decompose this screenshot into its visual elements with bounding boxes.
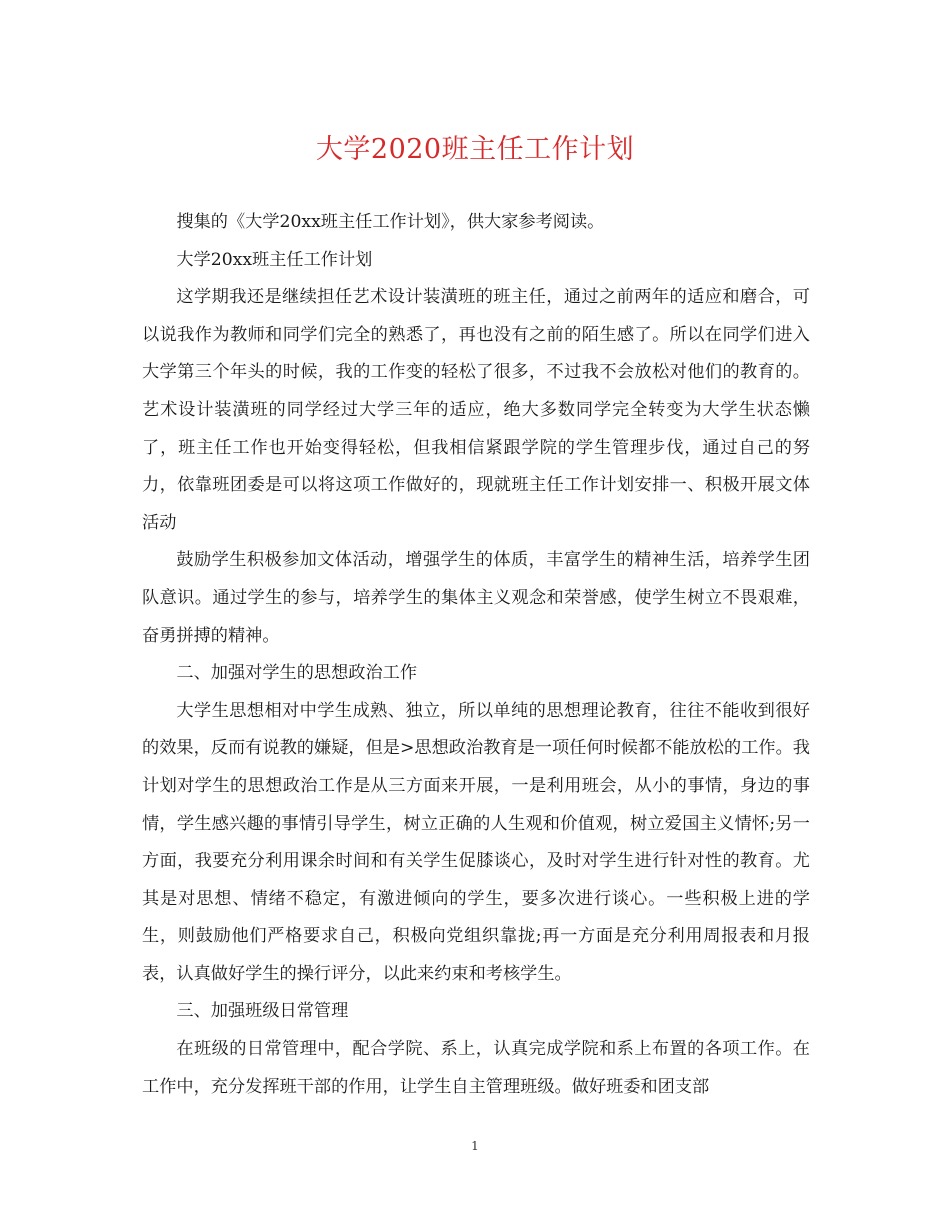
body-paragraph: 这学期我还是继续担任艺术设计装潢班的班主任，通过之前两年的适应和磨合，可以说我作为教师和同学们完全的熟悉了，再也没有之前的陌生感了。所以在同学们进入大学第三个年头的时候，我的工作变的轻松了很多，不过我不会放松对他们的教育的。艺术设计装潢班的同学经过大学三年的适应，绝大多数同学完全转变为大学生状态懒了，班主任工作也开始变得轻松，但我相信紧跟学院的学生管理步伐，通过自己的努力，依靠班团委是可以将这项工作做好的，现就班主任工作计划安排一、积极开展文体活动 — [142, 287, 810, 533]
intro-paragraph: 搜集的《大学20xx班主任工作计划》，供大家参考阅读。 — [176, 212, 605, 232]
document-title: 大学2020班主任工作计划 — [315, 134, 635, 165]
subtitle-paragraph: 大学20xx班主任工作计划 — [176, 249, 373, 270]
body-paragraph: 在班级的日常管理中，配合学院、系上，认真完成学院和系上布置的各项工作。在工作中，充分发挥班干部的作用，让学生自主管理班级。做好班委和团支部 — [142, 1039, 810, 1097]
body-paragraph: 鼓励学生积极参加文体活动，增强学生的体质，丰富学生的精神生活，培养学生团队意识。通过学生的参与，培养学生的集体主义观念和荣誉感，使学生树立不畏艰难，奋勇拼搏的精神。 — [142, 550, 810, 646]
section-heading: 二、加强对学生的思想政治工作 — [176, 663, 418, 684]
document-body — [142, 204, 810, 1106]
body-paragraph: 大学生思想相对中学生成熟、独立，所以单纯的思想理论教育，往往不能收到很好的效果，反而有说教的嫌疑，但是>思想政治教育是一项任何时候都不能放松的工作。我计划对学生的思想政治工作是从三方面来开展，一是利用班会，从小的事情，身边的事情，学生感兴趣的事情引导学生，树立正确的人生观和价值观，树立爱国主义情怀;另一方面，我要充分利用课余时间和有关学生促膝谈心，及时对学生进行针对性的教育。尤其是对思想、情绪不稳定，有激进倾向的学生，要多次进行谈心。一些积极上进的学生，则鼓励他们严格要求自己，积极向党组织靠拢;再一方面是充分利用周报表和月报表，认真做好学生的操行评分，以此来约束和考核学生。 — [142, 700, 810, 984]
page-number: 1 — [471, 1139, 479, 1153]
section-heading: 三、加强班级日常管理 — [176, 1001, 349, 1022]
